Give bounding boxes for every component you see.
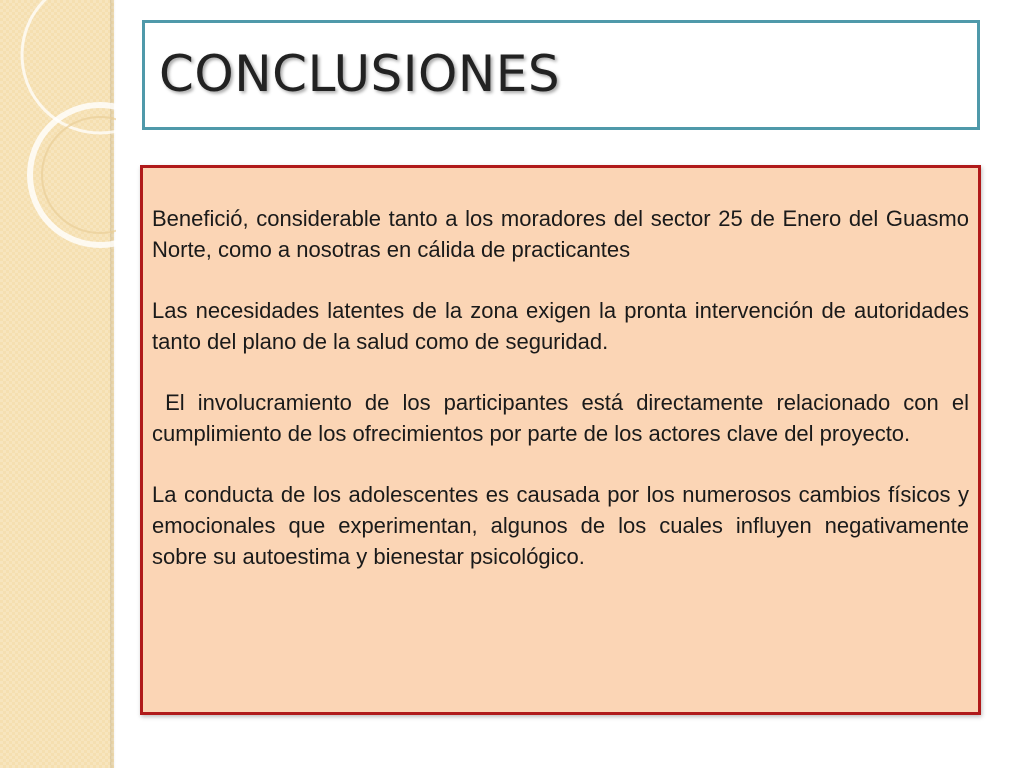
conclusion-paragraph-4: La conducta de los adolescentes es causada por los numerosos cambios físicos y emocionales que experimentan, algunos de los cuales influyen negativamente sobre su autoestima y bienestar psicológico. <box>152 482 969 569</box>
conclusion-paragraph-1: Benefició, considerable tanto a los moradores del sector 25 de Enero del Guasmo Norte, como a nosotras en cálida de practicantes <box>152 206 969 262</box>
conclusion-paragraph-2: Las necesidades latentes de la zona exigen la pronta intervención de autoridades tanto del plano de la salud como de seguridad. <box>152 298 969 354</box>
inner-circle-ornament <box>42 117 116 233</box>
decorative-circles <box>0 0 116 300</box>
conclusions-text <box>152 203 976 602</box>
slide-title: CONCLUSIONES <box>159 45 561 103</box>
conclusions-box <box>140 165 981 715</box>
conclusion-paragraph-3: El involucramiento de los participantes está directamente relacionado con el cumplimiento de los ofrecimientos por parte de los actores clave del proyecto. <box>152 390 976 446</box>
title-box <box>142 20 980 130</box>
